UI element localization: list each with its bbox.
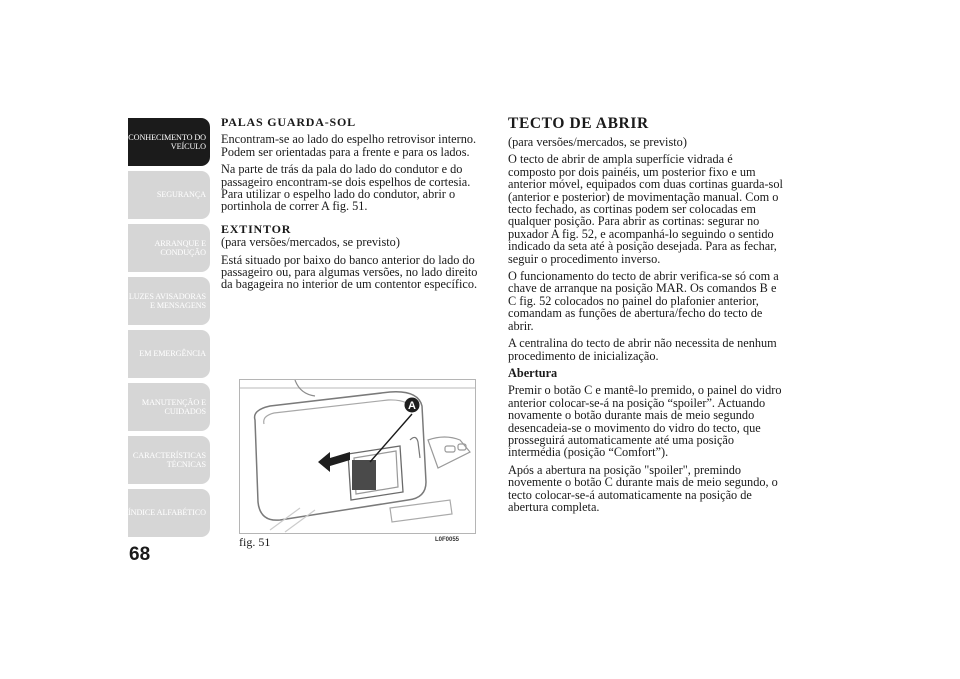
sunroof-paragraph-2: O funcionamento do tecto de abrir verifica-se só com a chave de arranque na posição MAR. Os comandos B e C fig. 52 colocados no painel do plafonier anterior, comandam as funções de abertura/fecho do tecto de abrir. [508,269,779,333]
chapter-tabs [128,118,210,542]
opening-heading: Abertura [508,365,558,380]
sunroof-heading: TECTO DE ABRIR [508,115,649,132]
figure-code: L0F0055 [435,537,460,543]
sunvisors-paragraph-1: Encontram-se ao lado do espelho retrovisor interno. Podem ser orientadas para a frente e para os lados. [221,132,477,159]
page-number: 68 [129,544,151,565]
arrow-left-icon [318,452,350,472]
tab-label: CONHECIMENTO DO VEÍCULO [128,132,206,151]
sunroof-subtitle: (para versões/mercados, se previsto) [508,135,687,149]
sliding-cover-handle [352,460,376,490]
tab-label: ARRANQUE E CONDUÇÃO [154,238,206,257]
tab-indice-alfabetico[interactable] [128,489,210,537]
figure-sunvisor-illustration [239,379,476,534]
tab-label: SEGURANÇA [156,190,206,200]
sunvisors-paragraph-2: Na parte de trás da pala do lado do condutor e do passageiro encontram-se dois espelhos de cortesia. Para utilizar o espelho lado do condutor, abrir o portinhola de correr A fig. 51. [221,162,471,214]
opening-paragraph-2: Após a abertura na posição "spoiler", premindo novemente o botão C durante mais de meio segundo, o tecto colocar-se-á automaticamente na posição de abertura completa. [508,462,778,514]
sunvisor-drawing [240,380,475,533]
right-column [508,116,783,518]
extinguisher-heading: EXTINTOR [221,221,292,236]
tab-em-emergencia[interactable] [128,330,210,378]
sunvisors-heading: PALAS GUARDA-SOL [221,115,356,129]
tab-label: ÍNDICE ALFABÉTICO [128,508,206,518]
tab-caracteristicas-tecnicas[interactable] [128,436,210,484]
extinguisher-subtitle: (para versões/mercados, se previsto) [221,235,400,250]
sunroof-paragraph-1: O tecto de abrir de ampla superfície vidrada é composto por dois painéis, um posterior fixo e um anterior móvel, equipados com duas cortinas guarda-sol (anterior e posterior) de movimentação manual. Com o tecto fechado, as cortinas podem ser colocadas em qualquer posição. Para abrir as cortinas: segurar no puxador A fig. 52, e acompanhá-lo seguindo o sentido indicado da seta até à posição desejada. Para as fechar, seguir o procedimento inverso. [508,152,783,266]
tab-seguranca[interactable] [128,171,210,219]
sunroof-paragraph-3: A centralina do tecto de abrir não necessita de nenhum procedimento de inicialização. [508,336,777,363]
tab-label: LUZES AVISADORAS E MENSAGENS [128,291,206,310]
tab-manutencao-e-cuidados[interactable] [128,383,210,431]
tab-luzes-avisadoras[interactable] [128,277,210,325]
opening-paragraph-1: Premir o botão C e mantê-lo premido, o painel do vidro anterior colocar-se-á na posição “spoiler”. Actuando novamente o botão durante mais de meio segundo desencadeia-se o movimento do vidro do tecto, que prosseguirá automaticamente até uma posição intermédia (posição “Comfort”). [508,383,782,460]
tab-label: CARACTERÍSTICAS TÉCNICAS [132,450,206,469]
tab-label: EM EMERGÊNCIA [139,349,206,359]
tab-label: MANUTENÇÃO E CUIDADOS [141,397,206,416]
left-column [221,116,491,296]
figure-caption: fig. 51 [239,535,271,549]
label-a-text: A [408,400,416,412]
tab-conhecimento-do-veiculo[interactable] [128,118,210,166]
extinguisher-paragraph: Está situado por baixo do banco anterior do lado do passageiro ou, para algumas versões, no lado direito da bagageira no interior de um contentor específico. [221,252,478,292]
tab-arranque-e-conducao[interactable] [128,224,210,272]
